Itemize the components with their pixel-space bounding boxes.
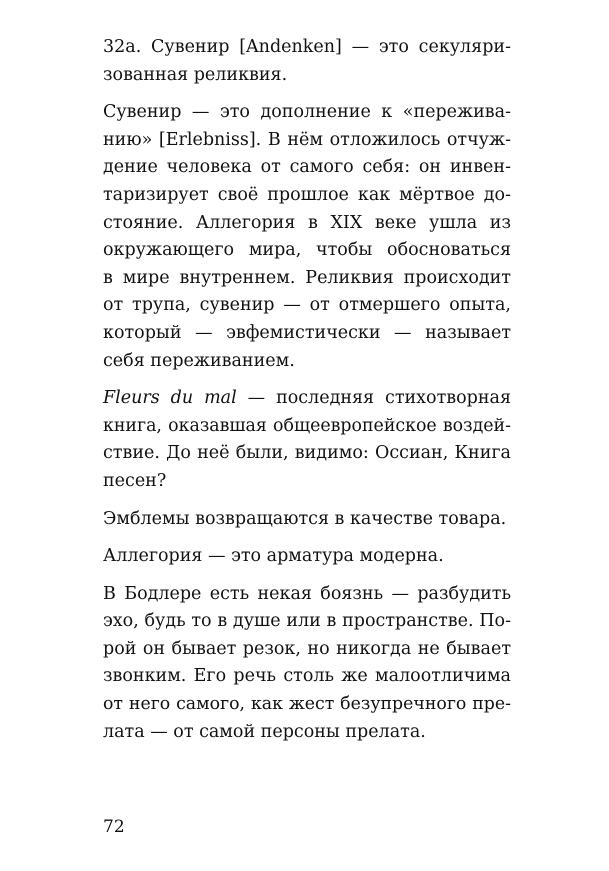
italic-title: Fleurs du mal <box>103 388 237 409</box>
text-line: в мире внутреннем. Реликвия происходит <box>103 267 511 288</box>
paragraph-32a <box>103 34 511 89</box>
page-number: 72 <box>103 817 125 837</box>
text-line: окружающего мира, чтобы обосноваться <box>103 240 511 261</box>
text-line: лата — от самой персоны прелата. <box>103 721 426 742</box>
text-line: таризирует своё прошлое как мёртвое до- <box>103 184 511 205</box>
page-body <box>103 34 511 756</box>
text-line: нию» [Erlebniss]. В нём отложилось отчуж- <box>103 129 511 150</box>
paragraph-souvenir <box>103 99 511 375</box>
text-line: песен? <box>103 470 167 491</box>
text-line: дение человека от самого себя: он инвен- <box>103 157 511 178</box>
text-line: книга, оказавшая общеевропейское воздей- <box>103 415 511 436</box>
paragraph-emblems <box>103 506 511 534</box>
paragraph-fleurs-du-mal <box>103 385 511 495</box>
text-line: себя переживанием. <box>103 350 295 371</box>
text-line: 32а. Сувенир [Andenken] — это секуляри- <box>103 37 511 57</box>
text-line: от трупа, сувенир — от отмершего опыта, <box>103 295 511 316</box>
paragraph-baudelaire <box>103 581 511 747</box>
text-fragment: — последняя стихотворная <box>236 388 511 409</box>
text-line: Аллегория — это арматура модерна. <box>103 546 444 567</box>
text-line: Сувенир — это дополнение к «пережива- <box>103 102 511 123</box>
text-line: Эмблемы возвращаются в качестве товара. <box>103 508 507 529</box>
text-line: рой он бывает резок, но никогда не бывает <box>103 638 511 659</box>
text-line: который — эвфемистически — называет <box>103 322 511 343</box>
paragraph-allegory <box>103 543 511 571</box>
text-line: звонким. Его речь столь же малоотличима <box>103 666 511 687</box>
text-line: ствие. До неё были, видимо: Оссиан, Книга <box>103 443 511 464</box>
text-line <box>103 385 511 413</box>
text-line: эхо, будь то в душе или в пространстве. По- <box>103 611 511 632</box>
text-line: зованная реликвия. <box>103 64 288 85</box>
text-line: стояние. Аллегория в XIX веке ушла из <box>103 212 511 233</box>
text-line: от него самого, как жест безупречного пре- <box>103 694 511 715</box>
text-line: В Бодлере есть некая боязнь — разбудить <box>103 583 511 604</box>
